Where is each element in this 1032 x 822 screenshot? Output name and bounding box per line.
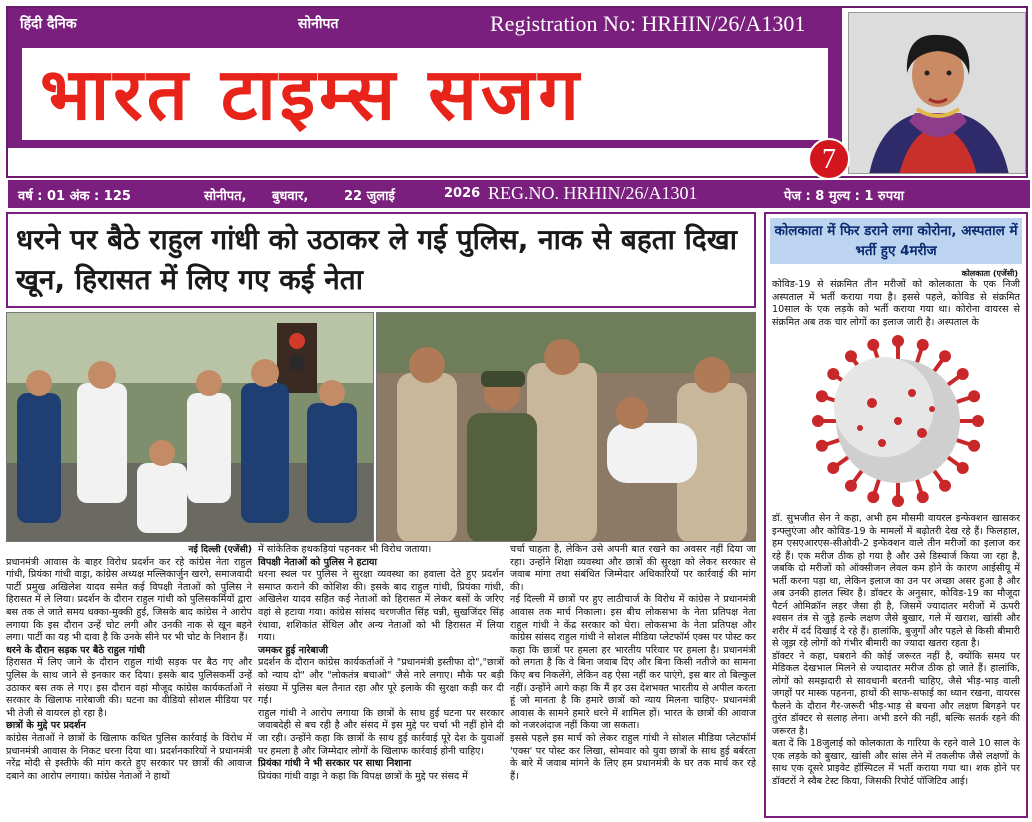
side-paragraph: कोविड-19 से संक्रमित तीन मरीजों को कोलकाता के एक निजी अस्पताल में भर्ती कराया गया है। इससे पहले, कोविड से संक्रमित 10साल के एक लड़के को भर्ती कराया गया था। कोरोना वायरस से संक्रमित अब तक चार लोगों का इलाज जारी है। अस्पताल के <box>772 279 1020 328</box>
main-headline: धरने पर बैठे राहुल गांधी को उठाकर ले गई पुलिस, नाक से बहता दिखा खून, हिरासत में लिए गए कई नेता <box>16 223 737 296</box>
badge-number: 7 <box>808 138 850 180</box>
page-price: पेज : 8 मुल्य : 1 रुपया <box>784 189 904 204</box>
article-paragraph: धरना स्थल पर पुलिस ने सुरक्षा व्यवस्था का हवाला देते हुए प्रदर्शन समाप्त कराने की कोशिश की। इसके बाद राहुल गांधी, प्रियंका गांधी, अखिलेश यादव सहित कई नेताओं को हिरासत में लेकर बसों के जरिए वहां से हटाया गया। कांग्रेस सांसद चरणजीत सिंह चन्नी, सुखजिंदर सिंह रंधावा, शशिकांत सेंथिल और अन्य नेताओं को भी हिरासत में लिया गया। <box>258 569 504 644</box>
newspaper-title: भारत टाइम्स सजग <box>40 52 583 136</box>
article-paragraph: चर्चा चाहता है, लेकिन उसे अपनी बात रखने का अवसर नहीं दिया जा रहा। उन्होंने शिक्षा व्यवस्था और छात्रों की सुरक्षा को लेकर सरकार से जवाब मांगा तथा संबंधित जिम्मेदार अधिकारियों पर कार्रवाई की मांग की। <box>510 544 756 593</box>
title-band <box>22 48 828 140</box>
woman-portrait-icon <box>849 13 1026 174</box>
article-paragraph: नई दिल्ली में छात्रों पर हुए लाठीचार्ज के विरोध में कांग्रेस ने प्रधानमंत्री आवास तक मार्च निकाला। इस बीच लोकसभा के नेता प्रतिपक्ष नेता राहुल गांधी ने केंद्र सरकार को घेरा। लोकसभा के नेता प्रतिपक्ष और कांग्रेस सांसद राहुल गांधी ने सोशल मीडिया प्लेटफॉर्म एक्स पर पोस्ट कर कहा कि छात्रों पर हमला हर भारतीय परिवार पर हमला है। प्रधानमंत्री को लगता है कि वे बिना जवाब दिए और बिना किसी नतीजे का सामना किए बच निकलेंगे, लेकिन वह ऐसा नहीं कर पाएंगे, इस बार तो बिल्कुल नहीं। उन्होंने आगे कहा कि मैं हर उस देशभक्त भारतीय से अपील करता हूं जो मानता है कि हमारे छात्रों को न्याय मिलना चाहिए- प्रधानमंत्री आवास के सामने हमारे धरने में शामिल हों। भारत के छात्रों की आवाज को नजरअंदाज नहीं किया जा सकता। <box>510 594 756 732</box>
article-subhead: विपक्षी नेताओं को पुलिस ने हटाया <box>258 556 377 568</box>
city-label: सोनीपत <box>298 16 339 32</box>
protest-crowd-icon <box>7 313 374 542</box>
info-date: 22 जुलाई <box>344 189 395 204</box>
article-paragraph: प्रधानमंत्री आवास के बाहर विरोध प्रदर्शन कर रहे कांग्रेस नेता राहुल गांधी, प्रियंका गांधी वाड्रा, कांग्रेस अध्यक्ष मल्लिकार्जुन खरगे, समाजवादी पार्टी प्रमुख अखिलेश यादव समेत कई विपक्षी नेताओं को पुलिस ने हिरासत में ले लिया। प्रदर्शन के दौरान राहुल गांधी को पुलिसकर्मियों द्वारा बस तक ले जाते समय धक्का-मुक्की हुई, जिसके बाद कांग्रेस ने आरोप लगाया कि इस दौरान उन्हें चोट लगी और उनकी नाक से खून बहने लगा। पार्टी का यह भी दावा है कि उनके सीने पर भी चोट के निशान हैं। <box>6 556 252 644</box>
side-headline: कोलकाता में फिर डराने लगा कोरोना, अस्पताल में भर्ती हुए 4मरीज <box>770 218 1022 264</box>
article-paragraph: प्रियंका गांधी वाड्रा ने कहा कि विपक्ष छात्रों के मुद्दे पर संसद में <box>258 770 468 782</box>
article-paragraph: प्रदर्शन के दौरान कांग्रेस कार्यकर्ताओं ने "प्रधानमंत्री इस्तीफा दो","छात्रों को न्याय दो" और "लोकतंत्र बचाओ" जैसे नारे लगाए। मौके पर बड़ी संख्या में पुलिस बल तैनात रहा और पूरे इलाके की सुरक्षा कड़ी कर दी गई। <box>258 657 504 707</box>
article-paragraph: में सांकेतिक हथकड़ियां पहनकर भी विरोध जताया। <box>258 544 432 555</box>
portrait-image <box>848 12 1026 174</box>
info-city: सोनीपत, <box>204 189 247 204</box>
police-carrying-leader-icon <box>377 313 756 542</box>
virus-image <box>772 333 1020 509</box>
article-subhead: धरने के दौरान सड़क पर बैठे राहुल गांधी <box>6 644 145 656</box>
article-column-2 <box>258 544 504 783</box>
side-paragraph: डॉ. सुभजीत सेन ने कहा, अभी हम मौसमी वायरल इन्फेक्शन खासकर इन्फ्लुएंजा और कोविड-19 के मामलों में बढ़ोतरी देख रहे हैं। फिलहाल, हम एसएआरएस-सीओवी-2 इन्फेक्शन वाले तीन मरीजों का इलाज कर रहे हैं। एक मरीज ठीक हो गया है और उसे डिस्चार्ज किया जा रहा है, जबकि दो मरीजों को ऑक्सीजन लेवल कम होने के कारण आईसीयू में भर्ती करना पड़ा था, लेकिन इलाज का उन पर अच्छा असर हुआ है और अब उनकी हालत स्थिर है। डॉक्टर के अनुसार, कोविड-19 का मौजूदा पैटर्न ओमिक्रॉन लहर जैसा ही है, जिसमें ज्यादातर मरीजों में ऊपरी श्वसन तंत्र से जुड़े हल्के लक्षण जैसे बुखार, गले में खराश, खांसी और शरीर में दर्द दिखाई दे रहे हैं। हालांकि, बुजुर्गों और पहले से किसी बीमारी से जूझ रहे लोगों को गंभीर बीमारी का ज्यादा खतरा रहता है। <box>772 513 1020 649</box>
info-regno: REG.NO. HRHIN/26/A1301 <box>488 183 698 203</box>
side-paragraph: डॉक्टर ने कहा, घबराने की कोई जरूरत नहीं है, क्योंकि समय पर मेडिकल देखभाल मिलने से ज्यादातर मरीज ठीक हो जाते हैं। हालांकि, लोगों को समझदारी से सावधानी बरतनी चाहिए, जैसे भीड़-भाड़ वाली जगहों पर मास्क पहनना, हाथों की साफ-सफाई का ध्यान रखना, वायरस फैलने के दौरान गैर-जरूरी भीड़-भाड़ से बचना और लक्षण बिगड़ने पर तुरंत डॉक्टर से सलाह लेना। अभी डरने की नहीं, बल्कि सतर्क रहने की जरूरत है। <box>772 650 1020 737</box>
article-paragraph: हिरासत में लिए जाने के दौरान राहुल गांधी सड़क पर बैठ गए और पुलिस के साथ जाने से इनकार कर दिया। इसके बाद पुलिसकर्मी उन्हें उठाकर बस तक ले गए। इस दौरान वहां मौजूद कांग्रेस कार्यकर्ताओं ने सरकार के खिलाफ नारेबाजी की। घटना का वीडियो सोशल मीडिया पर भी तेजी से वायरल हो रहा है। <box>6 657 252 719</box>
edition-label: हिंदी दैनिक <box>20 16 77 32</box>
masthead <box>6 6 1028 204</box>
side-dateline: कोलकाता (एजेंसी) <box>961 269 1018 278</box>
main-article-body <box>6 544 756 816</box>
article-paragraph: राहुल गांधी ने आरोप लगाया कि छात्रों के साथ हुई घटना पर सरकार जवाबदेही से बच रही है और संसद में इस मुद्दे पर चर्चा भी नहीं होने दी जा रही। उन्होंने कहा कि छात्रों के साथ हुई कार्रवाई पूरे देश के युवाओं पर हमला है और जिम्मेदार लोगों के खिलाफ कार्रवाई होनी चाहिए। <box>258 707 504 757</box>
article-column-3 <box>510 544 756 783</box>
main-headline-box <box>6 212 756 308</box>
info-year: 2026 <box>444 186 481 201</box>
article-subhead: छात्रों के मुद्दे पर प्रदर्शन <box>6 720 86 732</box>
year-issue: वर्ष : 01 अंक : 125 <box>18 189 131 204</box>
side-paragraph: बता दें कि 18जुलाई को कोलकाता के गारिया के रहने वाले 10 साल के एक लड़के को बुखार, खांसी और सांस लेने में तकलीफ जैसे लक्षणों के साथ एक दूसरे प्राइवेट हॉस्पिटल में भर्ती कराया गया था। शक होने पर डॉक्टरों ने स्वैब टेस्ट किया, जिसकी रिपोर्ट पॉजिटिव आई। <box>772 738 1020 787</box>
protest-photo-left <box>6 312 374 542</box>
protest-photo-right <box>376 312 756 542</box>
main-dateline: नई दिल्ली (एजेंसी) <box>188 545 252 555</box>
article-subhead: प्रियंका गांधी ने भी सरकार पर साधा निशाना <box>258 758 412 770</box>
side-story <box>764 212 1028 818</box>
info-day: बुधवार, <box>272 189 309 204</box>
article-subhead: जमकर हुई नारेबाजी <box>258 644 328 656</box>
registration-number: Registration No: HRHIN/26/A1301 <box>490 11 806 36</box>
coronavirus-icon <box>772 333 1024 509</box>
article-column-1 <box>6 544 252 783</box>
issue-info-bar <box>8 180 1030 208</box>
masthead-title-area <box>8 40 842 148</box>
article-paragraph: इससे पहले इस मार्च को लेकर राहुल गांधी ने सोशल मीडिया प्लेटफॉर्म 'एक्स' पर पोस्ट कर लिखा, सोमवार को युवा छात्रों के साथ हुई बर्बरता के बारे में जवाब मांगने के लिए हम प्रधानमंत्री के घर तक मार्च कर रहे हैं। <box>510 732 756 782</box>
masthead-top-bar <box>8 8 842 40</box>
article-paragraph: कांग्रेस नेताओं ने छात्रों के खिलाफ कथित पुलिस कार्रवाई के विरोध में प्रधानमंत्री आवास के निकट धरना दिया था। प्रदर्शनकारियों ने प्रधानमंत्री नरेंद्र मोदी से इस्तीफे की मांग करते हुए सरकार पर छात्रों की आवाज दबाने का आरोप लगाया। कांग्रेस नेताओं ने हाथों <box>6 732 252 782</box>
